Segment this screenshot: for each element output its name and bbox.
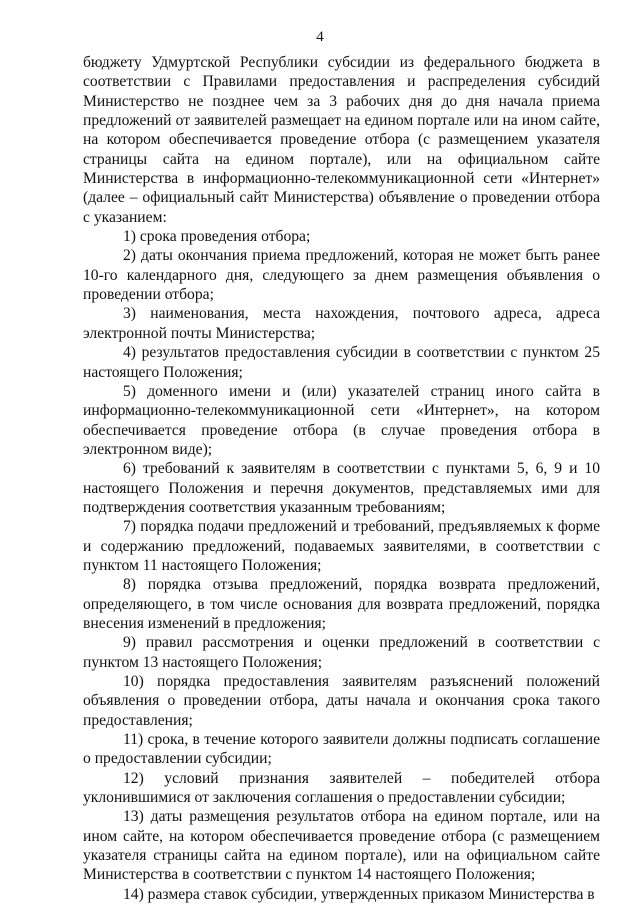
- list-item-6: 6) требований к заявителям в соответствии с пунктами 5, 6, 9 и 10 настоящего Положения и перечня документов, представляемых ими для подтверждения соответствия указанным требованиям;: [83, 460, 600, 516]
- list-item-10: 10) порядка предоставления заявителям разъяснений положений объявления о проведении отбора, даты начала и окончания срока такого предоставления;: [83, 673, 600, 729]
- list-item-3: 3) наименования, места нахождения, почтового адреса, адреса электронной почты Министерства;: [83, 305, 600, 342]
- intro-paragraph: бюджету Удмуртской Республики субсидии из федерального бюджета в соответствии с Правилами предоставления и распределения субсидий Министерство не позднее чем за 3 рабочих дня до дня начала приема предложений от заявителей размещает на едином портале или на ином сайте, на котором обеспечивается проведение отбора (с размещением указателя страницы сайта на едином портале), или на официальном сайте Министерства в информационно-телекоммуникационной сети «Интернет» (далее – официальный сайт Министерства) объявление о проведении отбора с указанием:: [83, 54, 600, 226]
- list-item-5: 5) доменного имени и (или) указателей страниц иного сайта в информационно-телекоммуникационной сети «Интернет», на котором обеспечивается проведение отбора (в случае проведения отбора в электронном виде);: [83, 382, 600, 458]
- list-item-12: 12) условий признания заявителей – победителей отбора уклонившимися от заключения соглашения о предоставлении субсидии;: [83, 769, 600, 807]
- list-item-7: 7) порядка подачи предложений и требований, предъявляемых к форме и содержанию предложений, подаваемых заявителями, в соответствии с пунктом 11 настоящего Положения;: [83, 518, 600, 574]
- page-number: 4: [316, 29, 324, 45]
- list-item-9: 9) правил рассмотрения и оценки предложений в соответствии с пунктом 13 настоящего Положения;: [83, 634, 600, 671]
- list-item-1: 1) срока проведения отбора;: [123, 228, 311, 246]
- document-body: [83, 53, 600, 904]
- list-item-14: 14) размера ставок субсидии, утвержденных приказом Министерства в: [123, 885, 595, 903]
- list-item-2: 2) даты окончания приема предложений, которая не может быть ранее 10-го календарного дня, следующего за днем размещения объявления о проведении отбора;: [83, 247, 600, 304]
- list-item-11: 11) срока, в течение которого заявители должны подписать соглашение о предоставлении субсидии;: [83, 731, 600, 768]
- list-item-4: 4) результатов предоставления субсидии в соответствии с пунктом 25 настоящего Положения;: [83, 344, 600, 381]
- list-item-13: 13) даты размещения результатов отбора на едином портале, или на ином сайте, на котором обеспечивается проведение отбора (с размещением указателя страницы сайта на едином портале), или на официальном сайте Министерства в соответствии с пунктом 14 настоящего Положения;: [83, 808, 600, 884]
- list-item-8: 8) порядка отзыва предложений, порядка возврата предложений, определяющего, в том числе основания для возврата предложений, порядка внесения изменений в предложения;: [83, 576, 600, 632]
